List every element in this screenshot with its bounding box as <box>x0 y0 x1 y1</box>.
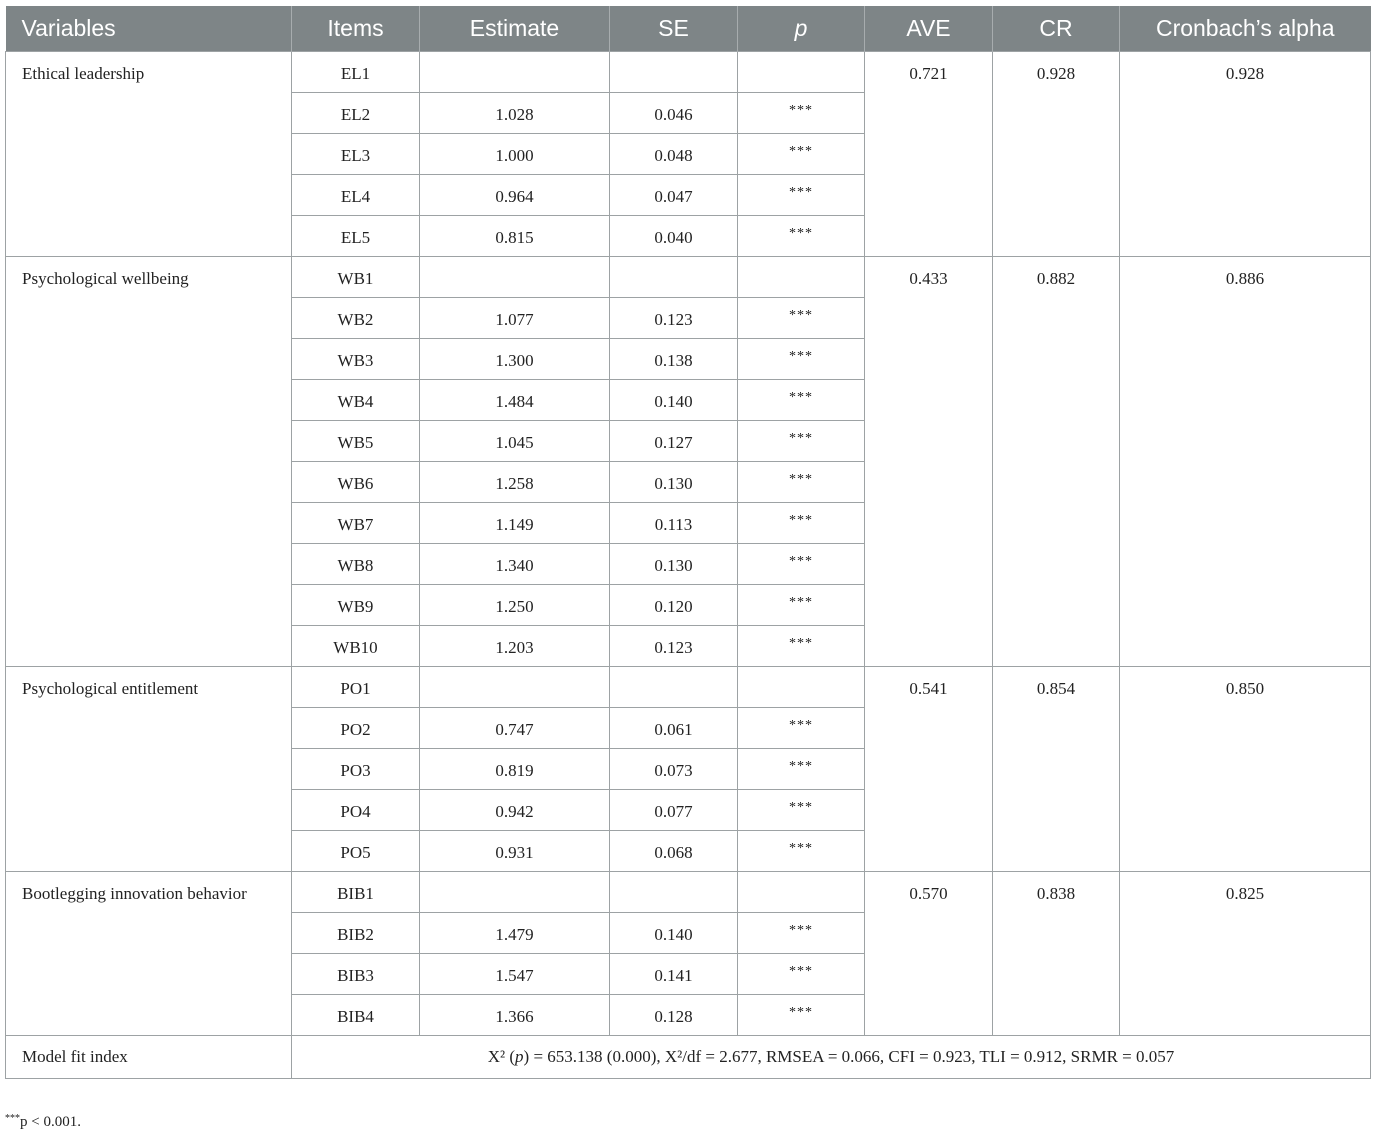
variable-name: Psychological wellbeing <box>6 257 292 667</box>
p-value: *** <box>738 831 865 872</box>
model-fit-value <box>292 1036 1371 1079</box>
header-cr: CR <box>993 6 1120 52</box>
se-value: 0.077 <box>610 790 738 831</box>
p-value: *** <box>738 216 865 257</box>
estimate-value: 1.258 <box>420 462 610 503</box>
estimate-value <box>420 872 610 913</box>
estimate-value: 0.964 <box>420 175 610 216</box>
se-value <box>610 872 738 913</box>
ave-value: 0.433 <box>865 257 993 667</box>
footnote-stars: *** <box>5 1113 20 1124</box>
table-row <box>6 257 1371 298</box>
item-code: WB5 <box>292 421 420 462</box>
estimate-value: 1.203 <box>420 626 610 667</box>
estimate-value: 1.250 <box>420 585 610 626</box>
ave-value: 0.541 <box>865 667 993 872</box>
se-value: 0.140 <box>610 380 738 421</box>
se-value: 0.123 <box>610 626 738 667</box>
header-cronbach-alpha: Cronbach’s alpha <box>1120 6 1371 52</box>
model-fit-statistics: ) = 653.138 (0.000), X²/df = 2.677, RMSEA = 0.066, CFI = 0.923, TLI = 0.912, SRMR = 0.057 <box>523 1047 1175 1066</box>
estimate-value: 1.366 <box>420 995 610 1036</box>
estimate-value: 1.149 <box>420 503 610 544</box>
se-value: 0.047 <box>610 175 738 216</box>
cfa-results-table <box>5 6 1371 1079</box>
item-code: WB8 <box>292 544 420 585</box>
item-code: PO4 <box>292 790 420 831</box>
ave-value: 0.570 <box>865 872 993 1036</box>
p-value <box>738 872 865 913</box>
item-code: PO5 <box>292 831 420 872</box>
header-row <box>6 6 1371 52</box>
estimate-value: 0.942 <box>420 790 610 831</box>
p-value: *** <box>738 626 865 667</box>
model-fit-row <box>6 1036 1371 1079</box>
cr-value: 0.854 <box>993 667 1120 872</box>
estimate-value <box>420 667 610 708</box>
variable-name: Psychological entitlement <box>6 667 292 872</box>
estimate-value: 0.747 <box>420 708 610 749</box>
item-code: WB7 <box>292 503 420 544</box>
se-value: 0.127 <box>610 421 738 462</box>
estimate-value: 1.484 <box>420 380 610 421</box>
p-value: *** <box>738 913 865 954</box>
p-value: *** <box>738 544 865 585</box>
estimate-value: 1.028 <box>420 93 610 134</box>
se-value: 0.048 <box>610 134 738 175</box>
p-value: *** <box>738 298 865 339</box>
se-value: 0.073 <box>610 749 738 790</box>
table-body <box>6 52 1371 1079</box>
item-code: PO3 <box>292 749 420 790</box>
item-code: WB9 <box>292 585 420 626</box>
estimate-value: 1.077 <box>420 298 610 339</box>
model-fit-label: Model fit index <box>6 1036 292 1079</box>
se-value: 0.138 <box>610 339 738 380</box>
p-value <box>738 52 865 93</box>
estimate-value: 1.045 <box>420 421 610 462</box>
se-value: 0.113 <box>610 503 738 544</box>
header-estimate: Estimate <box>420 6 610 52</box>
estimate-value: 0.931 <box>420 831 610 872</box>
estimate-value <box>420 257 610 298</box>
p-value: *** <box>738 421 865 462</box>
item-code: EL2 <box>292 93 420 134</box>
item-code: WB1 <box>292 257 420 298</box>
p-value: *** <box>738 503 865 544</box>
header-items: Items <box>292 6 420 52</box>
table-row <box>6 667 1371 708</box>
header-ave: AVE <box>865 6 993 52</box>
p-value: *** <box>738 93 865 134</box>
se-value <box>610 52 738 93</box>
item-code: WB4 <box>292 380 420 421</box>
se-value: 0.128 <box>610 995 738 1036</box>
item-code: PO2 <box>292 708 420 749</box>
alpha-value: 0.886 <box>1120 257 1371 667</box>
estimate-value <box>420 52 610 93</box>
p-value: *** <box>738 175 865 216</box>
p-value: *** <box>738 954 865 995</box>
ave-value: 0.721 <box>865 52 993 257</box>
variable-name: Ethical leadership <box>6 52 292 257</box>
se-value: 0.061 <box>610 708 738 749</box>
item-code: BIB1 <box>292 872 420 913</box>
p-value: *** <box>738 585 865 626</box>
model-fit-chi-p: p <box>515 1047 524 1066</box>
p-value <box>738 667 865 708</box>
item-code: BIB2 <box>292 913 420 954</box>
item-code: EL4 <box>292 175 420 216</box>
item-code: PO1 <box>292 667 420 708</box>
p-value: *** <box>738 380 865 421</box>
alpha-value: 0.928 <box>1120 52 1371 257</box>
estimate-value: 1.547 <box>420 954 610 995</box>
estimate-value: 1.340 <box>420 544 610 585</box>
estimate-value: 0.815 <box>420 216 610 257</box>
alpha-value: 0.850 <box>1120 667 1371 872</box>
estimate-value: 0.819 <box>420 749 610 790</box>
se-value: 0.040 <box>610 216 738 257</box>
item-code: WB3 <box>292 339 420 380</box>
p-value: *** <box>738 790 865 831</box>
se-value: 0.120 <box>610 585 738 626</box>
se-value: 0.141 <box>610 954 738 995</box>
variable-name: Bootlegging innovation behavior <box>6 872 292 1036</box>
item-code: WB6 <box>292 462 420 503</box>
se-value <box>610 667 738 708</box>
estimate-value: 1.300 <box>420 339 610 380</box>
item-code: EL5 <box>292 216 420 257</box>
p-value: *** <box>738 995 865 1036</box>
se-value: 0.046 <box>610 93 738 134</box>
header-se: SE <box>610 6 738 52</box>
p-value: *** <box>738 134 865 175</box>
estimate-value: 1.479 <box>420 913 610 954</box>
item-code: WB2 <box>292 298 420 339</box>
se-value <box>610 257 738 298</box>
table-row <box>6 872 1371 913</box>
table-footnote <box>5 1113 81 1131</box>
model-fit-chi-prefix: X² ( <box>487 1047 516 1066</box>
se-value: 0.130 <box>610 544 738 585</box>
se-value: 0.068 <box>610 831 738 872</box>
item-code: EL1 <box>292 52 420 93</box>
p-value: *** <box>738 339 865 380</box>
p-value: *** <box>738 462 865 503</box>
cr-value: 0.928 <box>993 52 1120 257</box>
item-code: BIB3 <box>292 954 420 995</box>
cr-value: 0.838 <box>993 872 1120 1036</box>
table-row <box>6 52 1371 93</box>
header-p: p <box>738 6 865 52</box>
item-code: EL3 <box>292 134 420 175</box>
footnote-text: p < 0.001. <box>20 1114 81 1130</box>
cr-value: 0.882 <box>993 257 1120 667</box>
se-value: 0.130 <box>610 462 738 503</box>
item-code: BIB4 <box>292 995 420 1036</box>
estimate-value: 1.000 <box>420 134 610 175</box>
p-value <box>738 257 865 298</box>
p-value: *** <box>738 708 865 749</box>
item-code: WB10 <box>292 626 420 667</box>
table-header <box>6 6 1371 52</box>
p-value: *** <box>738 749 865 790</box>
alpha-value: 0.825 <box>1120 872 1371 1036</box>
header-variables: Variables <box>6 6 292 52</box>
se-value: 0.140 <box>610 913 738 954</box>
se-value: 0.123 <box>610 298 738 339</box>
